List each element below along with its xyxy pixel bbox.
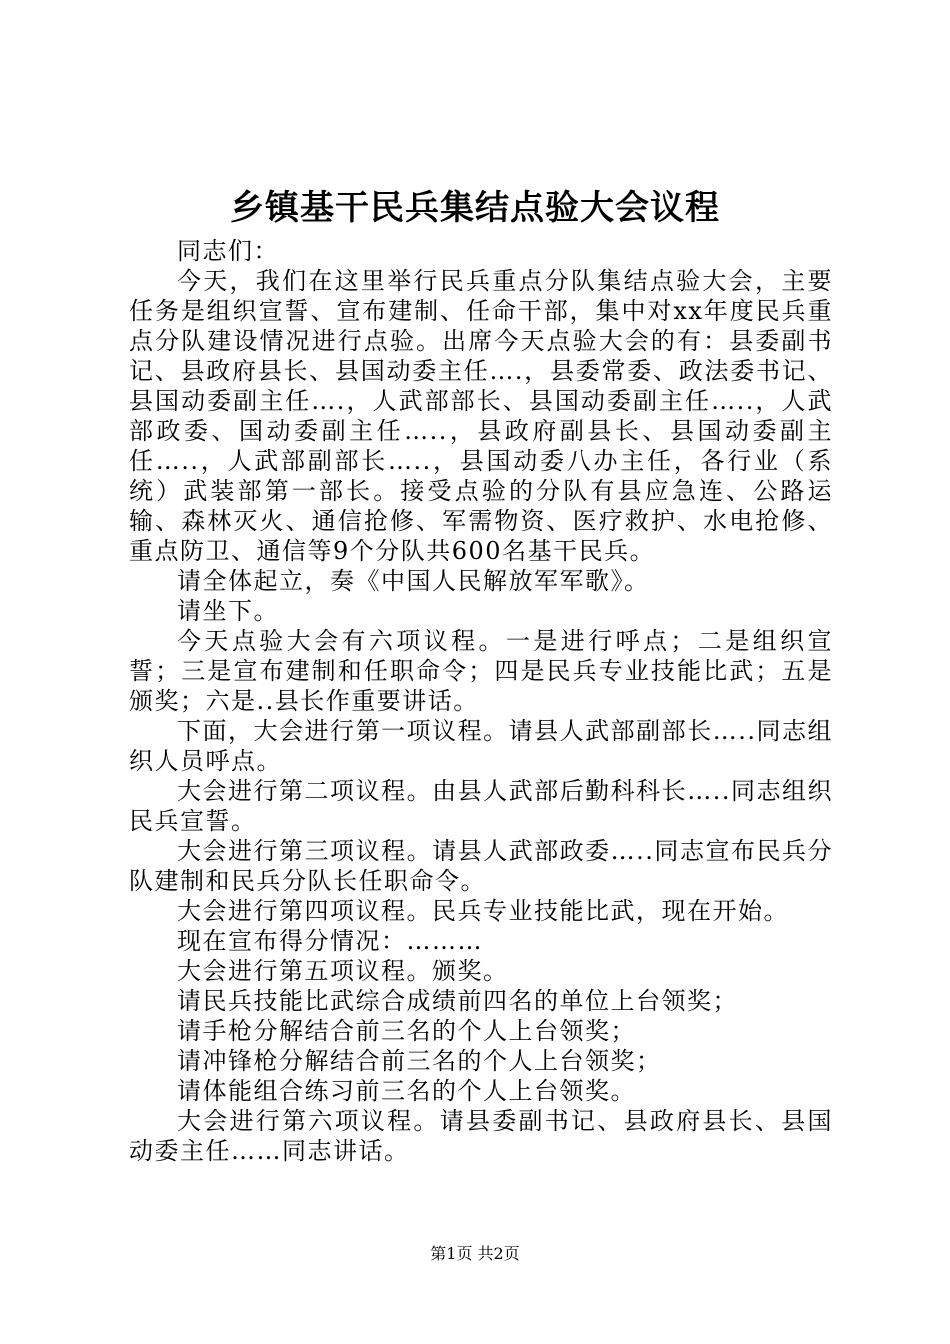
paragraph-agenda-overview: 今天点验大会有六项议程。一是进行呼点；二是组织宣誓；三是宣布建制和任职命令；四是民兵专业技能比武；五是颁奖；六是..县长作重要讲话。 (129, 627, 833, 715)
paragraph-scores: 现在宣布得分情况：……… (177, 927, 483, 955)
paragraph-agenda-item-3: 大会进行第三项议程。请县人武部政委…..同志宣布民兵分队建制和民兵分队长任职命令。 (129, 837, 833, 895)
paragraph-agenda-item-4: 大会进行第四项议程。民兵专业技能比武，现在开始。 (177, 897, 789, 925)
paragraph-agenda-item-2: 大会进行第二项议程。由县人武部后勤科科长…..同志组织民兵宣誓。 (129, 777, 833, 835)
paragraph-award-submachine-gun: 请冲锋枪分解结合前三名的个人上台领奖； (177, 1047, 662, 1075)
page-number-footer: 第1页 共2页 (430, 1244, 520, 1263)
paragraph-greeting: 同志们： (177, 237, 279, 265)
paragraph-introduction: 今天，我们在这里举行民兵重点分队集结点验大会，主要任务是组织宣誓、宣布建制、任命干部，集中对xx年度民兵重点分队建设情况进行点验。出席今天点验大会的有：县委副书记、县政府县长、县国动委主任….，县委常委、政法委书记、县国动委副主任….，人武部部长、县国动委副主任…..，人武部政委、国动委副主任…..，县政府副县长、县国动委副主任…..，人武部副部长…..，县国动委八办主任，各行业（系统）武装部第一部长。接受点验的分队有县应急连、公路运输、森林灭火、通信抢修、军需物资、医疗救护、水电抢修、重点防卫、通信等9个分队共600名基干民兵。 (129, 267, 833, 565)
paragraph-sit-down: 请坐下。 (177, 597, 279, 625)
document-title: 乡镇基干民兵集结点验大会议程 (230, 188, 720, 228)
paragraph-agenda-item-6: 大会进行第六项议程。请县委副书记、县政府县长、县国动委主任……同志讲话。 (129, 1107, 833, 1165)
paragraph-agenda-item-1: 下面，大会进行第一项议程。请县人武部副部长…..同志组织人员呼点。 (129, 717, 833, 775)
document-body (129, 236, 833, 1166)
paragraph-anthem: 请全体起立，奏《中国人民解放军军歌》。 (177, 567, 650, 595)
paragraph-award-units: 请民兵技能比武综合成绩前四名的单位上台领奖； (177, 987, 738, 1015)
paragraph-award-pistol: 请手枪分解结合前三名的个人上台领奖； (177, 1017, 636, 1045)
paragraph-award-fitness: 请体能组合练习前三名的个人上台领奖。 (177, 1077, 636, 1105)
paragraph-agenda-item-5: 大会进行第五项议程。颁奖。 (177, 957, 509, 985)
